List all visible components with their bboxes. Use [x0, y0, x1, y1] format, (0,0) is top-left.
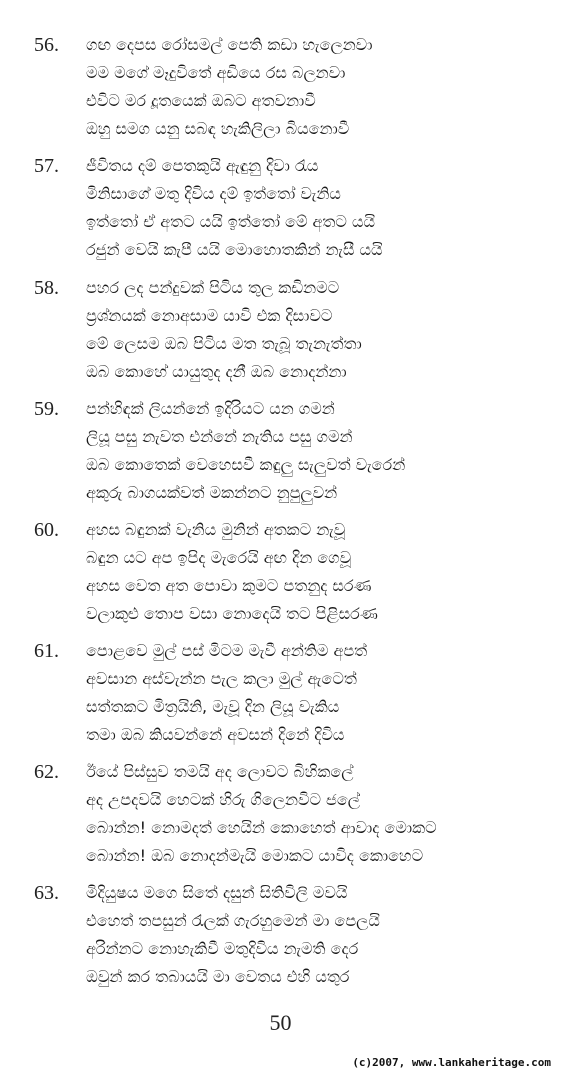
verse-line: අද උපදවයි හෙටක් හිරු ගිලෙනවිට ජලේ	[86, 790, 360, 809]
verse-line: අරින්නට නොහැකිවී මතුදිවිය නැමති දෙර	[86, 939, 359, 958]
verse-line: ජීවිතය දම් පෙතකුයි ඇඳුනු දිවා රැය	[86, 156, 319, 175]
verse-line: පොළවෙ මුල් පස් මිටම මැවී අන්තිම අපත්	[86, 641, 368, 660]
verse-line: ඊයේ පිස්සුව තමයි අද ලොවට බිහිකලේ	[86, 762, 354, 781]
verse-line: ඔහු සමග යනු සබඳ හැකිලිලා බියනොවී	[86, 119, 350, 138]
stanza-number: 56.	[34, 34, 59, 56]
verse-line: එවිට මර දූතයෙක් ඔබට අතවනාවී	[86, 91, 316, 110]
verse-line: අහස බඳුනක් වැනිය මුනින් අතකට නැවූ	[86, 520, 346, 539]
verse-line: ගඟ දෙපස රෝසමල් පෙති කඩා හැලෙනවා	[86, 35, 373, 54]
verse-line: ඔවුන් කර තබායයි මා වෙතය එහි යතුර	[86, 967, 350, 986]
verse-line: මිනිසාගේ මතු දිවිය දම් ඉත්තෝ වැනිය	[86, 184, 341, 203]
verse-line: රජුන් වෙයි කැපී යයි මොහොතකින් නැසී යයි	[86, 240, 383, 259]
verse-line: වලාකුළු තොප වසා නොදෙයි තට පිළිසරණ	[86, 604, 378, 623]
verse-line: බොන්න! නොමදත් හෙයින් කොහෙත් ආවාද මොකට	[86, 818, 437, 837]
verse-line: බඳුන යට අප ඉපිද මැරෙයි අඟ දින ගෙවූ	[86, 548, 352, 567]
verse-line: මිදියුෂය මගෙ සිතේ දසුන් සිතිවිලි මවයි	[86, 883, 348, 902]
verse-line: තමා ඔබ කියවන්නේ අවසන් දිනේ දිවිය	[86, 725, 345, 744]
verse-line: අහස වෙත අත පොවා කුමට පතනුද සරණ	[86, 576, 372, 595]
verse-line: මේ ලෙසම ඔබ පිටිය මත තැබූ තැනැත්තා	[86, 334, 362, 353]
stanza-number: 58.	[34, 277, 59, 299]
verse-line: බොන්න! ඔබ නොදන්මැයි මොකට යාවිද කොහෙට	[86, 846, 424, 865]
stanza-number: 60.	[34, 519, 59, 541]
verse-line: පන්හිඳක් ලියන්නේ ඉදිරියට යන ගමන්	[86, 399, 335, 418]
stanza-number: 62.	[34, 761, 59, 783]
verse-line: එහෙත් තපසුන් රැලක් ගැරහුමෙන් මා පෙලයි	[86, 911, 380, 930]
verse-line: ඔබ කොහේ යායුතුද දනී ඔබ නොදන්නා	[86, 362, 347, 381]
verse-line: ලියූ පසු නැවත එන්නේ නැතිය පසු ගමන්	[86, 427, 353, 446]
verse-line: ඔබ කොතෙක් වෙහෙසවී කඳුලු සැලුවත් වැරෙන්	[86, 455, 406, 474]
copyright-notice: (c)2007, www.lankaheritage.com	[352, 1056, 551, 1069]
verse-line: ඉත්තෝ ඒ අතට යයි ඉත්තෝ මේ අතට යයි	[86, 212, 375, 231]
verse-line: අකුරු බාගයක්වත් මකන්නට නුපුලුවන්	[86, 483, 338, 502]
page-number: 50	[269, 1010, 292, 1035]
verse-line: පහර ලද පන්දුවක් පිටිය තුල කඩිනමට	[86, 278, 340, 297]
stanza-number: 63.	[34, 882, 59, 904]
verse-line: සත්තකට මිත්‍රයිනි, මැවූ දින ලියූ වැකිය	[86, 697, 340, 716]
stanza-number: 57.	[34, 155, 59, 177]
verse-line: අවසාන අස්වැන්න පැල කලා මුල් ඇටෙත්	[86, 669, 357, 688]
verse-line: ප්‍රශ්නයක් නොඅසාම යාවි එක දිසාවට	[86, 306, 333, 325]
stanza-number: 59.	[34, 398, 59, 420]
verse-line: මම මගේ මෑදුවිතේ අඩියෙ රස බලනවා	[86, 63, 346, 82]
stanza-number: 61.	[34, 640, 59, 662]
